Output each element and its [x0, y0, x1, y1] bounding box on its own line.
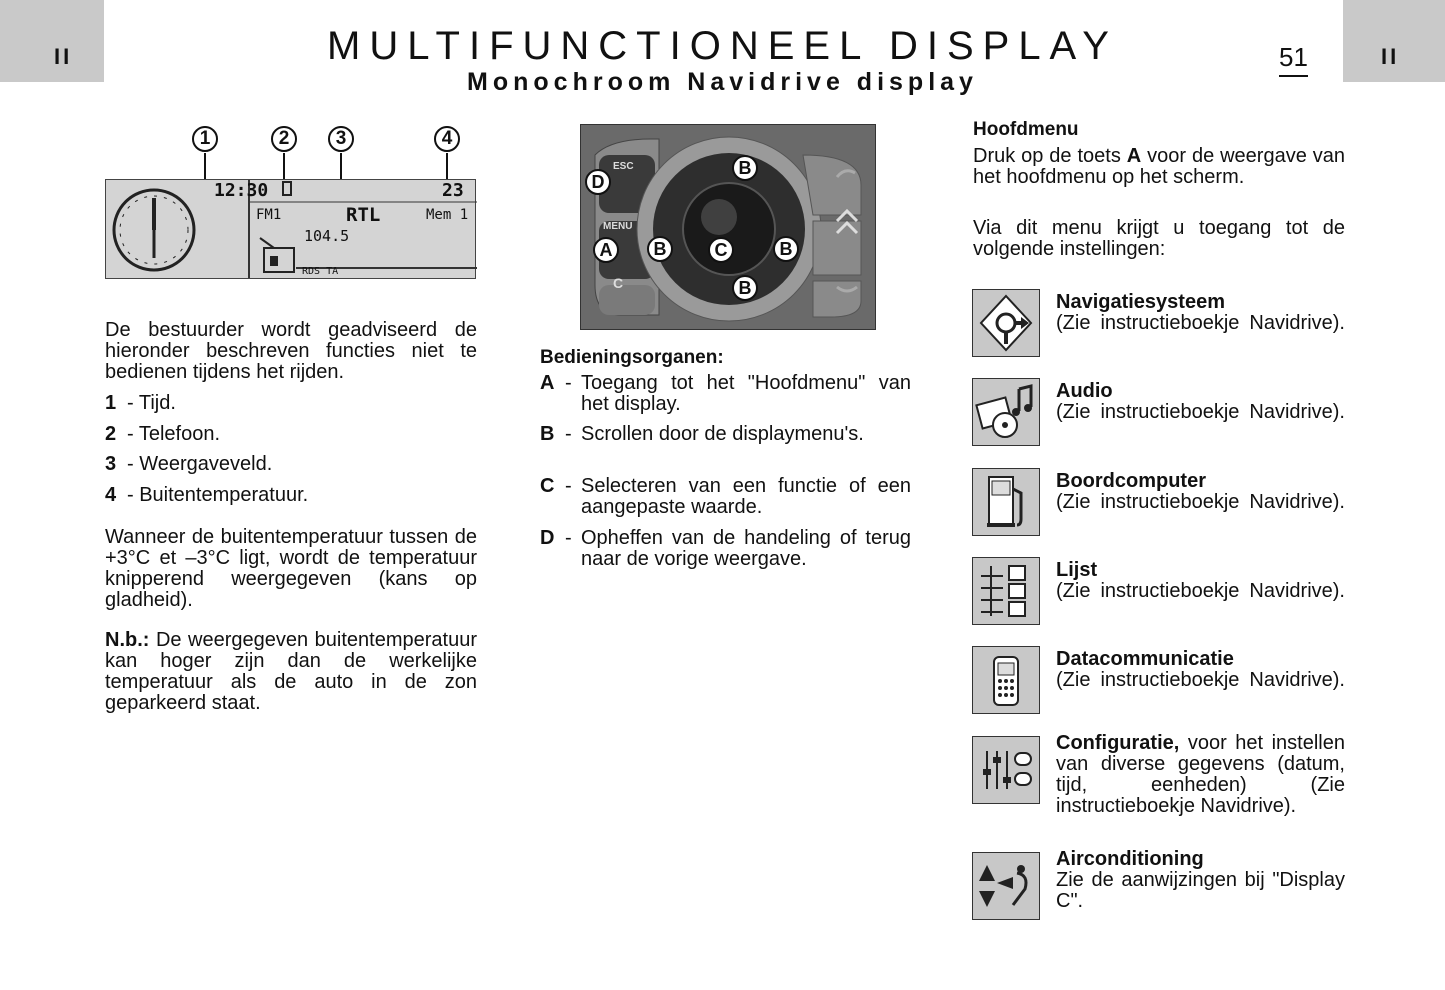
- controls-figure: [580, 124, 876, 330]
- control-key: B: [540, 423, 555, 445]
- function-item-number: 1: [105, 392, 117, 414]
- trip-computer-icon: [972, 468, 1040, 536]
- control-description: Scrollen door de displaymenu's.: [581, 423, 864, 445]
- left-tab-mark: II: [54, 44, 73, 69]
- lcd-temperature: 23: [442, 180, 464, 201]
- air-conditioning-icon: [972, 852, 1040, 920]
- function-item-2: [105, 423, 220, 446]
- right-tab-mark: II: [1381, 44, 1400, 69]
- main-menu-access-text: Via dit menu krijgt u toegang tot de volgende instellingen:: [973, 217, 1345, 260]
- function-item-text: - Tijd.: [127, 392, 176, 414]
- control-description: Selecteren van een functie of een aangepaste waarde.: [581, 475, 911, 518]
- lcd-screen: [105, 179, 476, 279]
- function-item-number: 4: [105, 484, 117, 506]
- lcd-rds: RDS TA: [302, 266, 339, 277]
- temperature-note: Wanneer de buitentemperatuur tussen de +3°C et –3°C ligt, wordt de temperatuur knipperend weergegeven (kans op gladheid).: [105, 526, 477, 611]
- function-item-3: [105, 453, 272, 476]
- control-description: Toegang tot het "Hoofdmenu" van het display.: [581, 372, 911, 415]
- function-item-number: 3: [105, 453, 117, 475]
- page-number: 51: [1279, 42, 1308, 77]
- audio-icon: [972, 378, 1040, 446]
- nb-label: N.b.:: [105, 629, 150, 651]
- list-icon: [972, 557, 1040, 625]
- control-item-a: A - Toegang tot het "Hoofdmenu" van het display.: [540, 372, 911, 415]
- control-label-a: A: [593, 237, 619, 263]
- menu-entry-title: Airconditioning: [1056, 848, 1204, 870]
- controls-heading: Bedieningsorganen:: [540, 347, 724, 368]
- control-label-b-up: B: [732, 155, 758, 181]
- function-item-number: 2: [105, 423, 117, 445]
- phone-status-icon: [282, 181, 292, 196]
- control-key: C: [540, 475, 555, 497]
- page-title: MULTIFUNCTIONEEL DISPLAY: [327, 24, 1118, 68]
- page-subtitle: Monochroom Navidrive display: [467, 68, 978, 96]
- menu-entry-configuration: [1056, 733, 1345, 817]
- menu-entry-description: voor het instellen van diverse gegevens (datum, tijd, eenheden) (Zie instructieboekje Navidrive).: [1056, 732, 1345, 817]
- function-item-text: - Weergaveveld.: [127, 453, 273, 475]
- callout-4: 4: [434, 126, 460, 152]
- menu-entry-list: [1056, 560, 1345, 602]
- menu-entry-title: Audio: [1056, 380, 1113, 402]
- menu-entry-air-conditioning: [1056, 849, 1345, 912]
- phone-icon: [972, 646, 1040, 714]
- control-label-d: D: [585, 169, 611, 195]
- callout-2: 2: [271, 126, 297, 152]
- control-item-d: D - Opheffen van de handeling of terug naar de vorige weergave.: [540, 527, 911, 570]
- nb-text: De weergegeven buitentemperatuur kan hoger zijn dan de werkelijke temperatuur als de auto in de zon geparkeerd staat.: [105, 629, 477, 714]
- function-item-text: - Telefoon.: [127, 423, 221, 445]
- menu-entry-description: Zie de aanwijzingen bij "Display C".: [1056, 869, 1345, 912]
- nb-note: [105, 630, 477, 714]
- menu-entry-data-communication: [1056, 649, 1345, 691]
- control-item-b: B - Scrollen door de displaymenu's.: [540, 424, 911, 445]
- key-a-reference: A: [1126, 145, 1142, 167]
- esc-key-label: ESC: [613, 161, 634, 172]
- navigation-icon: [972, 289, 1040, 357]
- menu-entry-title: Datacommunicatie: [1056, 648, 1234, 670]
- lcd-memory: Mem 1: [426, 207, 469, 223]
- c-key-label: C: [613, 275, 624, 291]
- menu-entry-trip-computer: [1056, 471, 1345, 513]
- function-item-4: [105, 484, 308, 507]
- main-menu-intro: Druk op de toets A voor de weergave van het hoofdmenu op het scherm.: [973, 145, 1345, 188]
- menu-entry-audio: [1056, 381, 1345, 423]
- menu-entry-title: Navigatiesysteem: [1056, 291, 1225, 313]
- control-label-b-left: B: [647, 236, 673, 262]
- function-item-text: - Buitentemperatuur.: [127, 484, 309, 506]
- main-menu-heading: Hoofdmenu: [973, 119, 1079, 140]
- lcd-station: RTL: [346, 204, 381, 226]
- control-item-c: C - Selecteren van een functie of een aangepaste waarde.: [540, 475, 911, 518]
- menu-entry-title: Configuratie,: [1056, 732, 1180, 754]
- driver-advice-text: De bestuurder wordt geadviseerd de hieronder beschreven functies niet te bedienen tijdens het rijden.: [105, 319, 477, 383]
- callout-3: 3: [328, 126, 354, 152]
- control-description: Opheffen van de handeling of terug naar de vorige weergave.: [581, 527, 911, 570]
- configuration-icon: [972, 736, 1040, 804]
- callout-1: 1: [192, 126, 218, 152]
- control-key: D: [540, 527, 555, 549]
- control-label-b-down: B: [732, 275, 758, 301]
- display-figure: [105, 120, 477, 280]
- radio-icon: [256, 232, 300, 276]
- menu-entry-description: (Zie instructieboekje Navidrive).: [1056, 580, 1345, 602]
- lcd-time: 12:30: [214, 180, 269, 201]
- function-item-1: [105, 392, 176, 415]
- menu-entry-description: (Zie instructieboekje Navidrive).: [1056, 491, 1345, 513]
- menu-entry-navigation: [1056, 292, 1345, 334]
- control-label-c: C: [708, 237, 734, 263]
- lcd-band: FM1: [256, 207, 282, 223]
- menu-entry-title: Lijst: [1056, 559, 1098, 581]
- menu-entry-description: (Zie instructieboekje Navidrive).: [1056, 669, 1345, 691]
- menu-key-label: MENU: [603, 221, 633, 232]
- menu-entry-description: (Zie instructieboekje Navidrive).: [1056, 312, 1345, 334]
- lcd-frequency: 104.5: [304, 227, 350, 245]
- menu-entry-title: Boordcomputer: [1056, 470, 1206, 492]
- control-label-b-right: B: [773, 236, 799, 262]
- control-key: A: [540, 372, 555, 394]
- menu-entry-description: (Zie instructieboekje Navidrive).: [1056, 401, 1345, 423]
